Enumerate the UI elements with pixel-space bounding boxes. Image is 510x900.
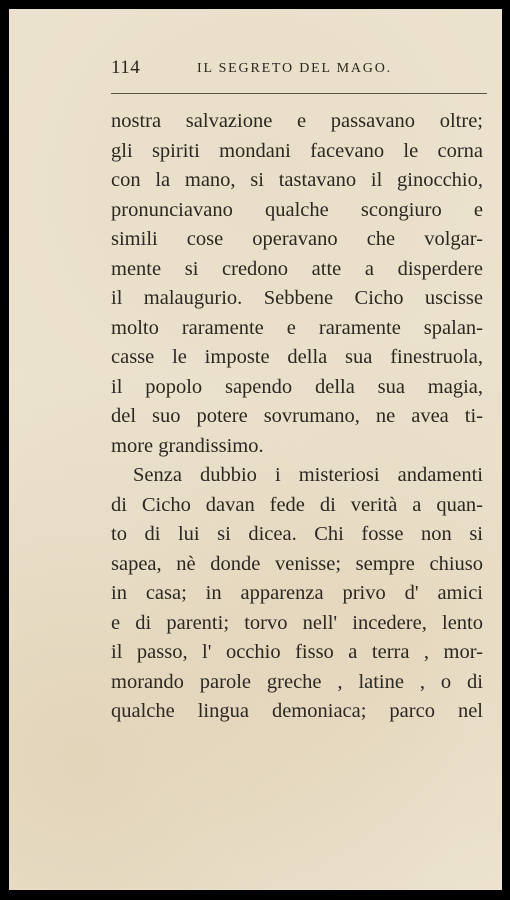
text-line: del suo potere sovrumano, ne avea ti- [111,405,483,427]
text-line: con la mano, si tastavano il ginocchio, [111,169,483,191]
text-line: pronunciavano qualche scongiuro e [111,198,483,221]
text-line: di Cicho davan fede di verità a quan- [111,493,483,516]
text-line: in casa; in apparenza privo d' amici [111,582,483,604]
text-line: e di parenti; torvo nell' incedere, lento [111,611,483,634]
text-line: molto raramente e raramente spalan- [111,316,483,339]
text-line: more grandissimo. [111,434,264,457]
text-line: gli spiriti mondani facevano le corna [111,139,483,162]
text-line: il popolo sapendo della sua magia, [111,375,483,398]
book-page [9,9,502,890]
text-line: to di lui si dicea. Chi fosse non si [111,523,483,545]
text-line: il passo, l' occhio fisso a terra , mor- [111,641,483,663]
paragraph [111,107,483,461]
page-header [111,57,487,83]
text-line: nostra salvazione e passavano oltre; [111,110,483,132]
text-line: Senza dubbio i misteriosi andamenti [133,464,483,486]
header-rule [111,93,487,94]
body-text [111,107,483,727]
text-line: il malaugurio. Sebbene Cicho uscisse [111,287,483,309]
text-line: qualche lingua demoniaca; parco nel [111,700,483,722]
text-line: mente si credono atte a disperdere [111,257,483,280]
running-head: IL SEGRETO DEL MAGO. [197,61,392,76]
text-line: sapea, nè donde venisse; sempre chiuso [111,552,483,575]
text-line: simili cose operavano che volgar- [111,228,483,250]
page-number: 114 [111,57,141,78]
paragraph [111,461,483,727]
text-line: casse le imposte della sua finestruola, [111,346,483,368]
text-line: morando parole greche , latine , o di [111,670,483,693]
